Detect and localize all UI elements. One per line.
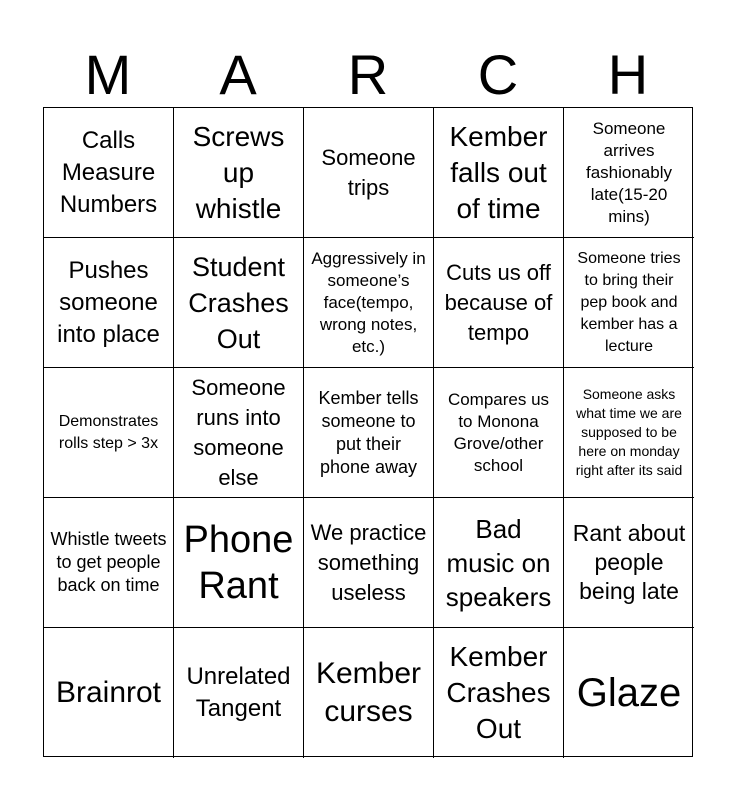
- header-letter-a: A: [219, 43, 257, 106]
- bingo-cell[interactable]: [304, 108, 434, 238]
- cell-text: Bad music on speakers: [445, 513, 552, 612]
- cell-text: Whistle tweets to get people back on time: [50, 529, 167, 595]
- cell-text: Phone Rant: [183, 518, 294, 607]
- bingo-cell[interactable]: [44, 368, 174, 498]
- bingo-cell[interactable]: [44, 498, 174, 628]
- cell-text: Glaze: [576, 671, 682, 715]
- cell-text: Calls Measure Numbers: [59, 126, 158, 218]
- cell-text: Someone trips: [321, 144, 416, 200]
- cell-text: Kember curses: [315, 657, 422, 728]
- bingo-cell[interactable]: [434, 368, 564, 498]
- cell-text: Rant about people being late: [572, 520, 686, 604]
- cell-text: Someone runs into someone else: [191, 374, 286, 490]
- bingo-cell[interactable]: [304, 628, 434, 758]
- header-letter-m: M: [84, 43, 132, 106]
- bingo-cell[interactable]: [44, 238, 174, 368]
- header-letter-r: R: [347, 43, 389, 106]
- bingo-cell[interactable]: [434, 108, 564, 238]
- cell-text: Kember Crashes Out: [446, 641, 551, 744]
- bingo-cell[interactable]: [304, 368, 434, 498]
- bingo-grid: [43, 107, 693, 757]
- cell-text: Student Crashes Out: [188, 251, 289, 354]
- cell-text: We practice something useless: [310, 519, 427, 605]
- bingo-cell[interactable]: [174, 108, 304, 238]
- bingo-cell[interactable]: [44, 628, 174, 758]
- bingo-cell[interactable]: [564, 498, 694, 628]
- cell-text: Demonstrates rolls step > 3x: [58, 412, 159, 452]
- bingo-cell[interactable]: [174, 628, 304, 758]
- bingo-cell[interactable]: [564, 628, 694, 758]
- cell-text: Brainrot: [55, 676, 162, 709]
- cell-text: Screws up whistle: [192, 120, 285, 224]
- cell-text: Compares us to Monona Grove/other school: [447, 389, 550, 475]
- bingo-cell[interactable]: [564, 368, 694, 498]
- bingo-cell[interactable]: [174, 368, 304, 498]
- bingo-cell[interactable]: [304, 238, 434, 368]
- bingo-cell[interactable]: [304, 498, 434, 628]
- bingo-cell[interactable]: [434, 238, 564, 368]
- cell-text: Pushes someone into place: [57, 256, 160, 348]
- cell-text: Someone tries to bring their pep book and kember has a lecture: [577, 249, 681, 355]
- cell-text: Someone arrives fashionably late(15-20 mins): [585, 118, 672, 226]
- bingo-cell[interactable]: [174, 498, 304, 628]
- bingo-header: [43, 42, 693, 108]
- bingo-cell[interactable]: [434, 628, 564, 758]
- cell-text: Kember falls out of time: [449, 120, 548, 224]
- cell-text: Unrelated Tangent: [186, 663, 291, 722]
- bingo-cell[interactable]: [564, 238, 694, 368]
- bingo-cell[interactable]: [174, 238, 304, 368]
- bingo-cell[interactable]: [44, 108, 174, 238]
- header-letter-c: C: [477, 43, 519, 106]
- cell-text: Someone asks what time we are supposed to be here on monday right after its said: [575, 386, 683, 478]
- cell-text: Aggressively in someone’s face(tempo, wrong notes, etc.): [311, 248, 426, 356]
- bingo-cell[interactable]: [564, 108, 694, 238]
- cell-text: Kember tells someone to put their phone away: [318, 387, 419, 477]
- header-letter-h: H: [607, 43, 649, 106]
- cell-text: Cuts us off because of tempo: [444, 259, 553, 345]
- bingo-cell[interactable]: [434, 498, 564, 628]
